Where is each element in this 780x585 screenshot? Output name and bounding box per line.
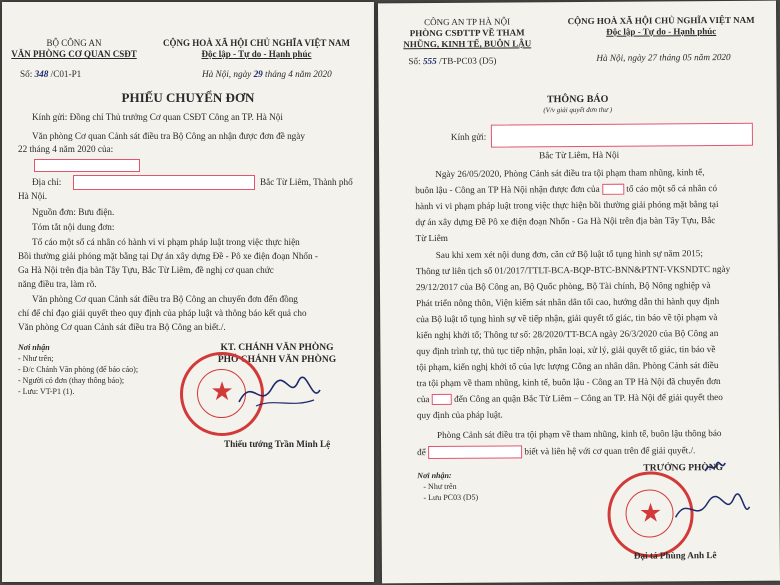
redacted-name (428, 446, 522, 460)
transfer-line: Văn phòng Cơ quan Cảnh sát điều tra Bộ Công an chuyển đơn đến đồng (32, 294, 298, 304)
recipients-title: Nơi nhận: (417, 470, 452, 481)
body-line: 29/12/2017 của Bộ Công an, Bộ Quốc phòng, Bộ Tài chính, Bộ Nông nghiệp và (415, 280, 711, 293)
body-line: buôn lậu - Công an TP Hà Nội nhận được đơn của tố cáo một số cá nhân có (415, 183, 718, 196)
recipient-item: - Lưu PC03 (D5) (423, 492, 479, 503)
redacted-name (602, 184, 624, 195)
official-seal-icon: ★ (180, 352, 264, 436)
body-line: Thông tư liên tịch số 01/2017/TTLT-BCA-BQP-BTC-BNN&PTNT-VKSNDTC ngày (415, 263, 731, 277)
body-line: hành vi vi phạm pháp luật trong việc thực hiện bồi thường giải phóng mặt bằng tại (415, 199, 719, 212)
document-title: THÔNG BÁO (546, 93, 609, 106)
signature-icon (234, 370, 324, 416)
summary-label: Tóm tắt nội dung đơn: (32, 222, 115, 232)
document-title: PHIẾU CHUYỂN ĐƠN (121, 90, 255, 105)
redacted-name (34, 159, 140, 172)
body-line: của đến Công an quận Bắc Từ Liêm – Công an TP. Hà Nội để giải quyết theo (416, 391, 723, 405)
body-line: để biết và liên hệ với cơ quan trên để giải quyết./. (417, 444, 695, 459)
transfer-line: chí để chỉ đạo giải quyết theo quy định của pháp luật và thông báo kết quả cho (18, 308, 307, 318)
recipients-block (417, 470, 478, 503)
document-date: Hà Nội, ngày 29 tháng 4 năm 2020 (202, 69, 332, 79)
body-line: Ngày 26/05/2020, Phòng Cảnh sát điều tra tội phạm tham nhũng, kinh tế, (435, 167, 705, 180)
body-line: quy định trình tự, thủ tục tiếp nhận, phân loại, xử lý, giải quyết tố giác, tin báo về (416, 344, 716, 357)
recipient-item: - Người có đơn (thay thông báo); (18, 376, 125, 385)
body-line: Phòng Cảnh sát điều tra tội phạm về tham nhũng, kinh tế, buôn lậu thông báo (436, 428, 722, 440)
national-motto: CỘNG HOÀ XÃ HỘI CHỦ NGHĨA VIỆT NAM Độc lập - Tự do - Hạnh phúc (163, 38, 350, 59)
body-line: dự án xây dựng Đề Pô xe điện đoạn Nhổn - Ga Hà Nội trên địa bàn Tây Tựu, Bắc (415, 215, 716, 228)
recipient-item: - Như trên (423, 481, 457, 492)
issuing-agency (10, 38, 138, 60)
org-line1: BỘ CÔNG AN (46, 38, 102, 48)
recipient-item: - Đ/c Chánh Văn phòng (để báo cáo); (18, 365, 139, 374)
body-line: Văn phòng Cơ quan Cảnh sát điều tra Bộ Công an nhận được đơn đề ngày (32, 131, 305, 141)
recipient-item: - Như trên; (18, 354, 54, 363)
content-line: Tố cáo một số cá nhân có hành vi vi phạm pháp luật trong việc thực hiện (32, 237, 300, 247)
transfer-line: Văn phòng Cơ quan Cảnh sát điều tra Bộ Công an biết./. (18, 322, 226, 332)
recipients-title: Nơi nhận (18, 343, 50, 352)
transfer-slip-document (2, 2, 374, 582)
body-line: kiến nghị khởi tố; Thông tư số: 28/2020/TT-BCA ngày 26/3/2020 của Bộ Công an (416, 328, 719, 341)
signature-icon (671, 489, 751, 530)
signer-name: Thiếu tướng Trần Minh Lệ (224, 439, 331, 449)
official-seal-icon: ★ (607, 471, 694, 558)
recipient-line: Kính gửi: Đồng chí Thủ trưởng Cơ quan CSĐT Công an TP. Hà Nội (32, 112, 283, 122)
body-line: tội phạm, kiến nghị khởi tố của lực lượng Công an nhân dân. Phòng Cảnh sát điều (416, 360, 719, 373)
address-city: Hà Nội. (18, 191, 48, 201)
address-tail: Bắc Từ Liêm, Thành phố (260, 177, 353, 187)
recipients-block (18, 342, 138, 397)
redacted-address (73, 175, 255, 190)
source-line: Nguồn đơn: Bưu điện. (32, 207, 115, 217)
document-subtitle: (V/v giải quyết đơn thư ) (543, 105, 613, 115)
redacted-name (432, 394, 452, 405)
body-line: tra tội phạm về tham nhũng, kinh tế, buôn lậu - Công an TP Hà Nội đã chuyển đơn (416, 376, 721, 389)
body-line: quy định của pháp luật. (416, 409, 503, 421)
body-line: Phát triển nông thôn, Viện kiểm sát nhân dân tối cao, hướng dẫn thi hành quy định (416, 296, 720, 309)
signature-title: TRƯỞNG PHÒNG (643, 462, 724, 474)
body-line: 22 tháng 4 năm 2020 của: (18, 144, 114, 154)
org-line2: VĂN PHÒNG CƠ QUAN CSĐT (11, 49, 137, 59)
greeting-place: Bắc Từ Liêm, Hà Nội (539, 149, 620, 161)
document-number: Số: 555 /TB-PC03 (D5) (408, 55, 497, 67)
content-line: Bồi thường giải phóng mặt bằng tại Dự án xây dựng Đề - Pô xe điện đoạn Nhổn - (18, 251, 318, 261)
national-motto: CỘNG HOÀ XÃ HỘI CHỦ NGHĨA VIỆT NAM Độc lập - Tự do - Hạnh phúc (567, 14, 755, 37)
content-line: năng điều tra, làm rõ. (18, 279, 97, 289)
greeting-label: Kính gửi: (450, 131, 487, 142)
body-line: Sau khi xem xét nội dung đơn, căn cứ Bộ luật tố tụng hình sự năm 2015; (435, 248, 703, 260)
content-line: Ga Hà Nội trên địa bàn Tây Tựu, Bắc Từ Liêm, đề nghị cơ quan chức (18, 265, 274, 275)
redacted-recipient (491, 123, 753, 148)
address-label: Địa chỉ: (32, 177, 62, 187)
recipient-item: - Lưu: VT-P1 (1). (18, 387, 75, 396)
number-handwritten: 348 (34, 69, 49, 79)
document-date: Hà Nội, ngày 27 tháng 05 năm 2020 (596, 51, 731, 63)
signature-title: KT. CHÁNH VĂN PHÒNG PHÓ CHÁNH VĂN PHÒNG (217, 343, 337, 365)
initial-mark-icon (703, 459, 727, 475)
body-line: Từ Liêm (415, 232, 448, 244)
body-line: của Bộ luật tố tụng hình sự về tiếp nhận, giải quyết tố giác, tin báo về tội phạm và (416, 312, 718, 325)
notice-document (378, 1, 780, 584)
signer-name: Đại tá Phùng Anh Lê (633, 550, 717, 561)
issuing-agency: CÔNG AN TP HÀ NỘI PHÒNG CSĐTTP VỀ THAM NHŨNG, KINH TẾ, BUÔN LẬU (403, 16, 532, 50)
document-number: Số: 348 /C01-P1 (20, 69, 82, 79)
